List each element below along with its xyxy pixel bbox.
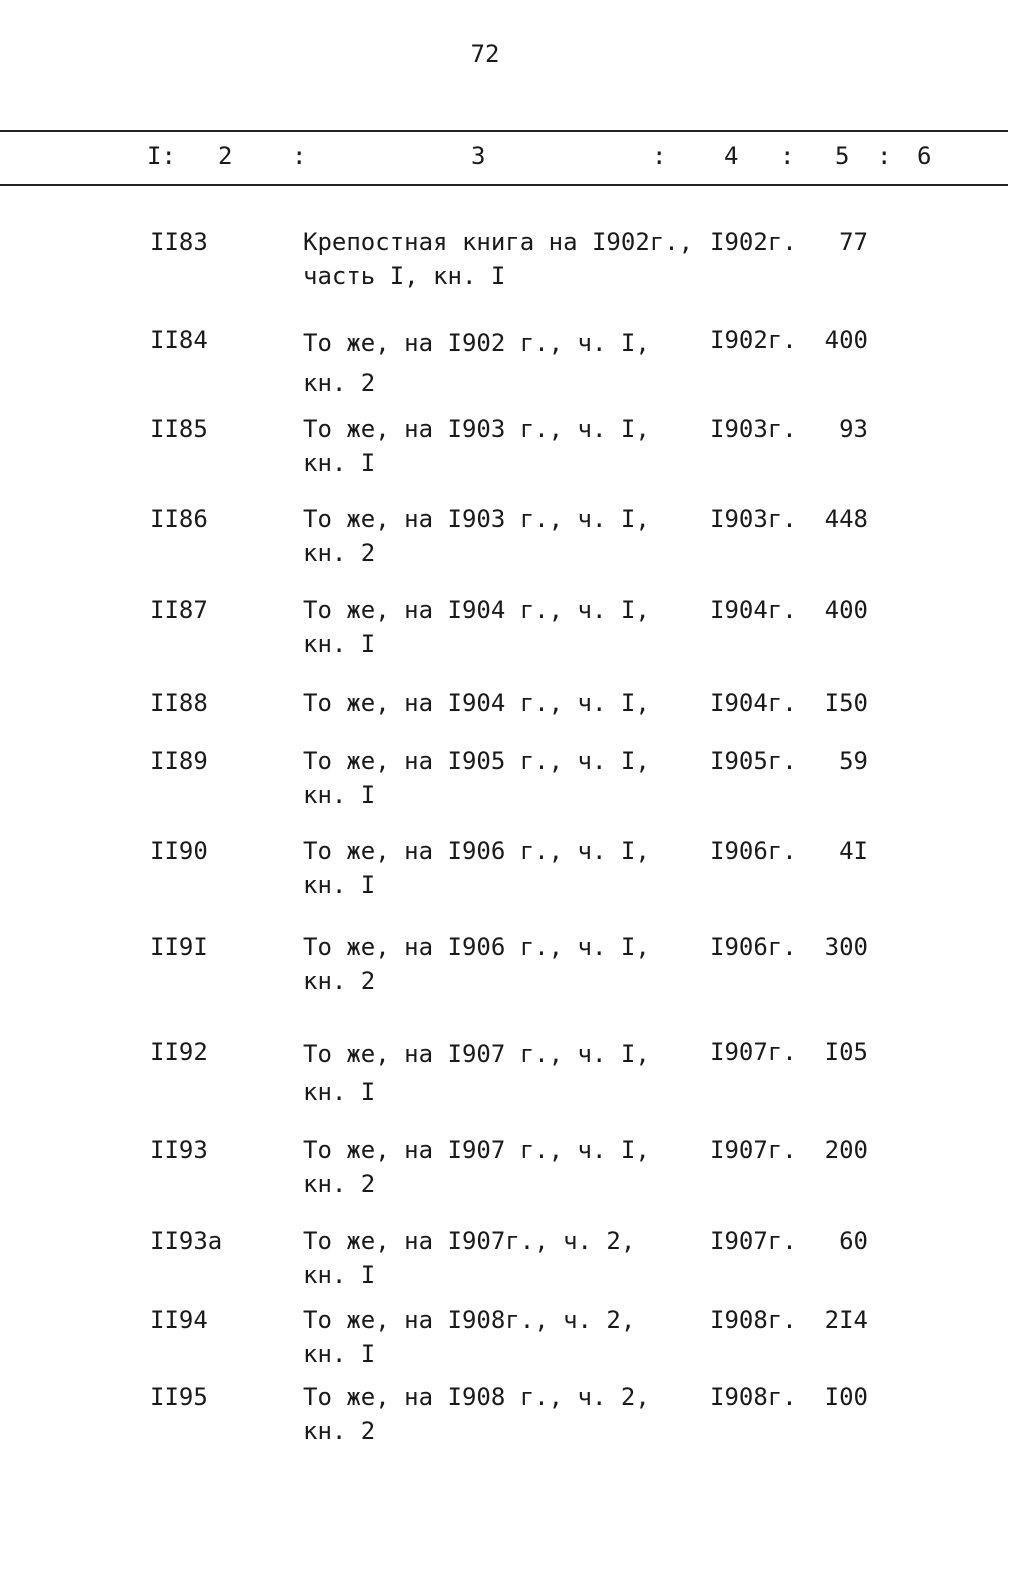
row-title: То же, на I907 г., ч. I, кн. I — [303, 1040, 650, 1106]
row-title: То же, на I906 г., ч. I, кн. 2 — [303, 933, 650, 995]
row-title: То же, на I904 г., ч. I, — [303, 689, 650, 717]
row-sheets: 93 — [839, 415, 868, 443]
row-title: То же, на I903 г., ч. I, кн. 2 — [303, 505, 650, 567]
row-date: I904г. — [710, 596, 797, 624]
row-title: То же, на I906 г., ч. I, кн. I — [303, 837, 650, 899]
row-number: II9I — [150, 933, 208, 961]
row-sheets: 77 — [839, 228, 868, 256]
row-number: II85 — [150, 415, 208, 443]
row-number: II89 — [150, 747, 208, 775]
row-date: I907г. — [710, 1136, 797, 1164]
row-date: I905г. — [710, 747, 797, 775]
row-number: II88 — [150, 689, 208, 717]
row-date: I903г. — [710, 415, 797, 443]
row-sheets: I50 — [824, 689, 868, 717]
row-date: I908г. — [710, 1306, 797, 1334]
header-col5: 5 — [835, 142, 850, 170]
row-sheets: I00 — [824, 1383, 868, 1411]
header-col2: 2 — [218, 142, 233, 170]
row-sheets: I05 — [824, 1038, 868, 1066]
row-sheets: 448 — [824, 505, 868, 533]
row-sheets: 300 — [824, 933, 868, 961]
header-bottom-rule — [0, 184, 1008, 186]
row-date: I907г. — [710, 1038, 797, 1066]
row-sheets: 400 — [824, 326, 868, 354]
row-title: То же, на I904 г., ч. I, кн. I — [303, 596, 650, 658]
row-date: I906г. — [710, 837, 797, 865]
row-title: То же, на I903 г., ч. I, кн. I — [303, 415, 650, 477]
row-sheets: 200 — [824, 1136, 868, 1164]
row-sheets: 2I4 — [824, 1306, 868, 1334]
row-title: То же, на I902 г., ч. I, кн. 2 — [303, 329, 650, 397]
row-date: I907г. — [710, 1227, 797, 1255]
header-sep2: : — [652, 142, 667, 170]
row-number: II87 — [150, 596, 208, 624]
row-title: То же, на I907 г., ч. I, кн. 2 — [303, 1136, 650, 1198]
row-number: II92 — [150, 1038, 208, 1066]
table-header — [0, 142, 1008, 178]
row-title: То же, на I907г., ч. 2, кн. I — [303, 1227, 636, 1289]
row-date: I903г. — [710, 505, 797, 533]
header-col3: 3 — [471, 142, 486, 170]
row-date: I902г. — [710, 228, 797, 256]
row-sheets: 60 — [839, 1227, 868, 1255]
header-top-rule — [0, 130, 1008, 132]
row-number: II86 — [150, 505, 208, 533]
row-title: То же, на I905 г., ч. I, кн. I — [303, 747, 650, 809]
row-number: II93 — [150, 1136, 208, 1164]
row-date: I908г. — [710, 1383, 797, 1411]
row-number: II83 — [150, 228, 208, 256]
row-date: I904г. — [710, 689, 797, 717]
row-number: II93а — [150, 1227, 223, 1255]
header-sep1: : — [292, 142, 307, 170]
row-title: То же, на I908 г., ч. 2, кн. 2 — [303, 1383, 650, 1445]
row-number: II84 — [150, 326, 208, 354]
row-sheets: 59 — [839, 747, 868, 775]
page-number: 72 — [470, 40, 500, 68]
header-col6: 6 — [917, 142, 932, 170]
header-sep3: : — [780, 142, 795, 170]
row-number: II94 — [150, 1306, 208, 1334]
header-col1: I: — [147, 142, 176, 170]
header-sep4: : — [877, 142, 892, 170]
row-sheets: 4I — [839, 837, 868, 865]
row-number: II95 — [150, 1383, 208, 1411]
header-col4: 4 — [724, 142, 739, 170]
row-title: Крепостная книга на I902г., часть I, кн. I — [303, 228, 694, 290]
row-title: То же, на I908г., ч. 2, кн. I — [303, 1306, 636, 1368]
row-number: II90 — [150, 837, 208, 865]
row-date: I902г. — [710, 326, 797, 354]
row-sheets: 400 — [824, 596, 868, 624]
row-date: I906г. — [710, 933, 797, 961]
